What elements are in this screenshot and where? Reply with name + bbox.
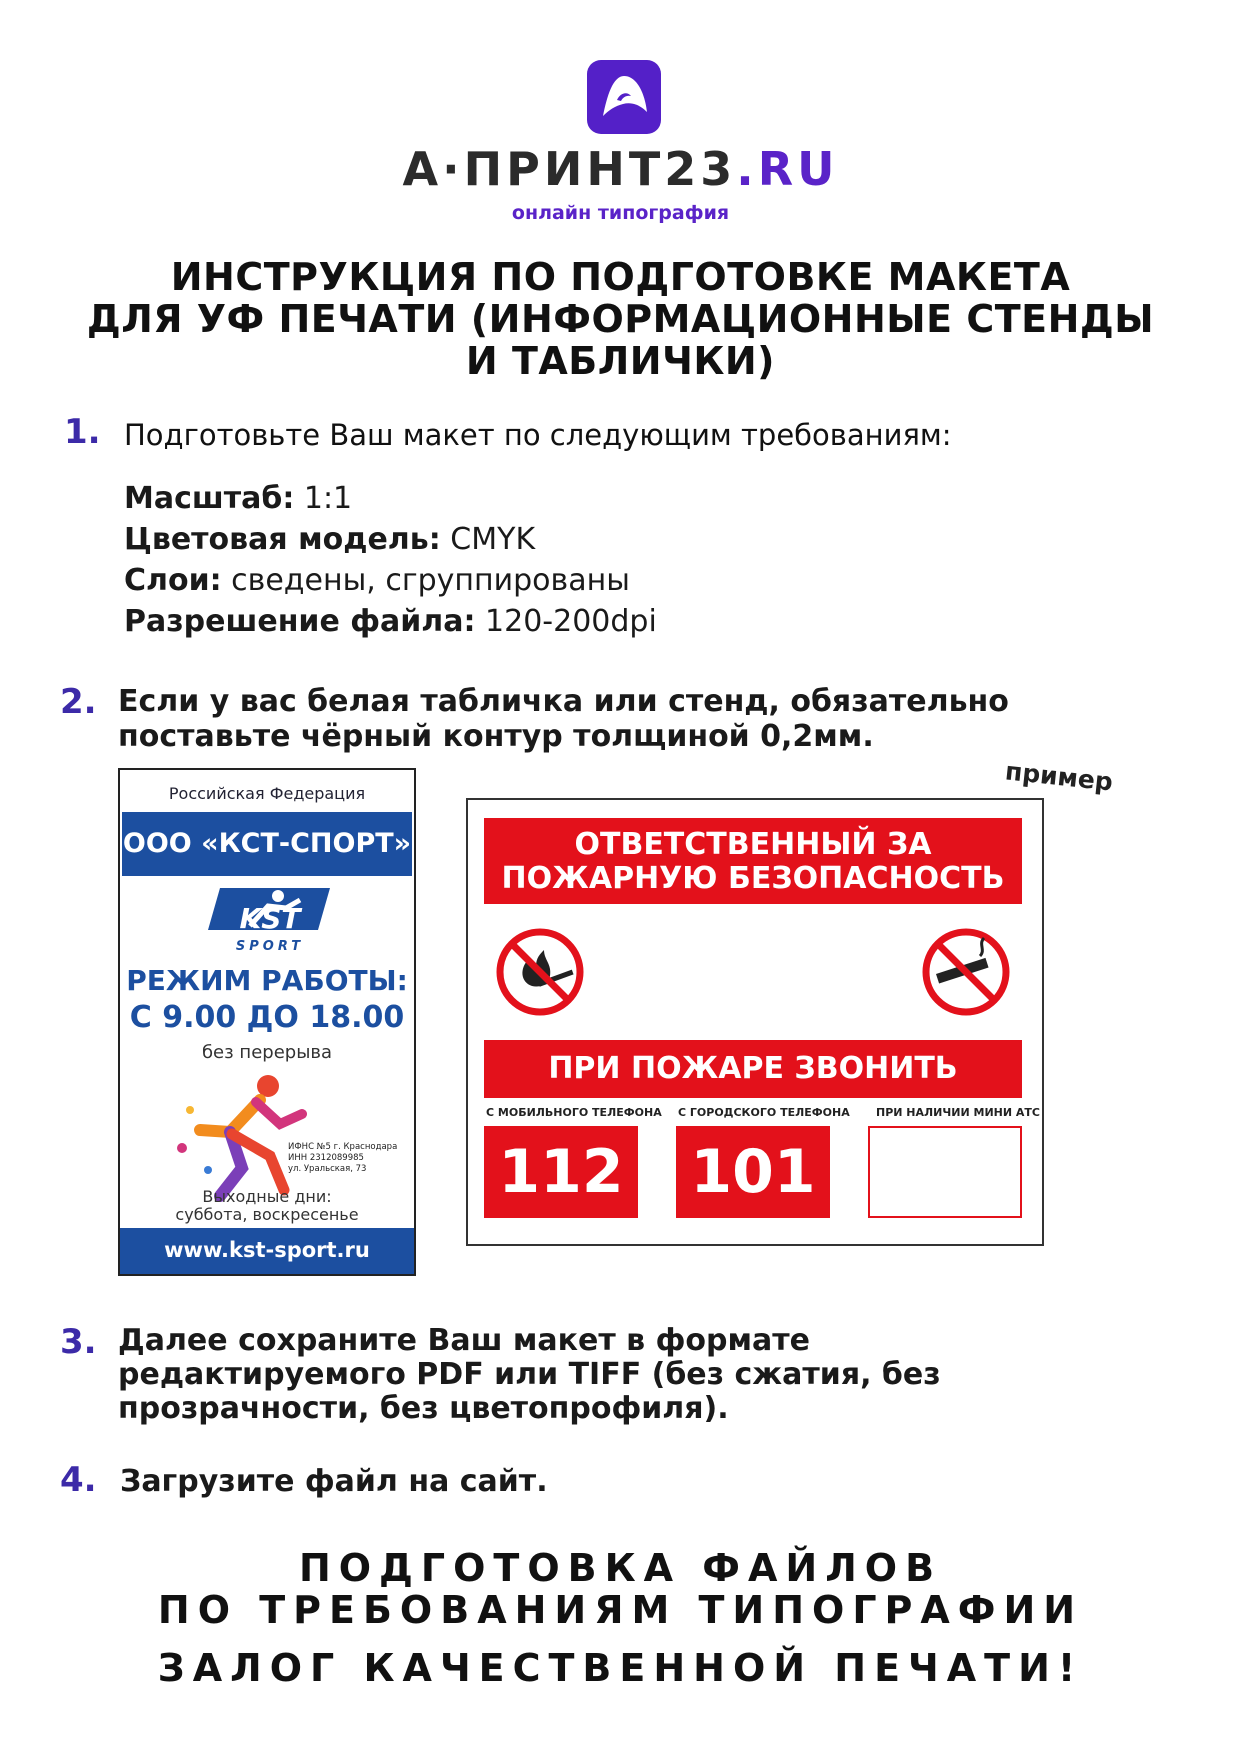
requirement-scale (124, 478, 657, 519)
requirement-color-model (124, 519, 657, 560)
example-label: пример (1003, 756, 1115, 797)
fire-responsible-band (484, 818, 1022, 904)
brand-tagline: онлайн типография (511, 202, 730, 224)
requirement-label: Цветовая модель: (124, 522, 441, 557)
caption-landline: С ГОРОДСКОГО ТЕЛЕФОНА (678, 1106, 850, 1119)
sign-hours-title: РЕЖИМ РАБОТЫ: (126, 964, 408, 997)
emergency-number-101: 101 (676, 1126, 830, 1218)
requirement-label: Слои: (124, 563, 222, 598)
fire-band-line-2: ПОЖАРНУЮ БЕЗОПАСНОСТЬ (501, 861, 1005, 896)
title-line-1: ИНСТРУКЦИЯ ПО ПОДГОТОВКЕ МАКЕТА (170, 255, 1071, 299)
sign-company-info (288, 1142, 397, 1175)
no-smoking-icon (920, 926, 1012, 1018)
requirement-label: Разрешение файла: (124, 604, 476, 639)
requirement-value: сведены, сгруппированы (221, 563, 630, 598)
sign-info-line: ИФНС №5 г. Краснодара (288, 1142, 398, 1152)
caption-mini-pbx: ПРИ НАЛИЧИИ МИНИ АТС (876, 1106, 1040, 1119)
example-sign-blue (118, 768, 416, 1276)
requirement-label: Масштаб: (124, 481, 295, 516)
caption-mobile: С МОБИЛЬНОГО ТЕЛЕФОНА (486, 1106, 662, 1119)
sign-days-off (120, 1188, 414, 1224)
brand-name (0, 142, 1241, 196)
step-2-line-1: Если у вас белая табличка или стенд, обязательно (118, 684, 1009, 719)
sign-break: без перерыва (201, 1042, 333, 1063)
sign-info-line: ул. Уральская, 73 (288, 1164, 367, 1174)
logo-glyph (587, 60, 661, 134)
step-3-text (118, 1324, 1198, 1426)
requirement-value: 1:1 (294, 481, 353, 516)
sign-country: Российская Федерация (168, 784, 366, 803)
emergency-number-112: 112 (484, 1126, 638, 1218)
sign-company-band: ООО «КСТ-СПОРТ» (122, 812, 412, 876)
step-3-line-3: прозрачности, без цветопрофиля). (118, 1391, 729, 1426)
mini-pbx-empty-box (868, 1126, 1022, 1218)
kst-sport-logo (200, 878, 340, 964)
title-line-2: ДЛЯ УФ ПЕЧАТИ (ИНФОРМАЦИОННЫЕ СТЕНДЫ (86, 297, 1155, 341)
requirement-value: 120-200dpi (475, 604, 657, 639)
fire-call-band: ПРИ ПОЖАРЕ ЗВОНИТЬ (484, 1040, 1022, 1098)
sign-days-off-value: суббота, воскресенье (175, 1205, 359, 1224)
brand-accent: .RU (736, 142, 839, 196)
step-4-number: 4. (60, 1460, 97, 1500)
requirements-list (124, 478, 657, 642)
brand-logo-icon (587, 60, 661, 134)
brand-main: А·ПРИНТ23 (402, 142, 737, 196)
step-2-text (118, 684, 1178, 754)
step-3-line-2: редактируемого PDF или TIFF (без сжатия, без (118, 1357, 941, 1392)
requirement-resolution (124, 601, 657, 642)
sign-days-off-title: Выходные дни: (202, 1187, 332, 1206)
step-2-line-2: поставьте чёрный контур толщиной 0,2мм. (118, 719, 874, 754)
sign-website: www.kst-sport.ru (120, 1228, 414, 1274)
sign-hours-value: С 9.00 ДО 18.00 (129, 1000, 405, 1035)
step-2-number: 2. (60, 682, 97, 722)
slogan-line-1: ПОДГОТОВКА ФАЙЛОВ (298, 1546, 943, 1590)
requirement-value: CMYK (440, 522, 536, 557)
step-3-number: 3. (60, 1322, 97, 1362)
kst-logo-text: KST (239, 902, 301, 935)
fire-band-line-1: ОТВЕТСТВЕННЫЙ ЗА (574, 827, 932, 862)
slogan-line-3: ЗАЛОГ КАЧЕСТВЕННОЙ ПЕЧАТИ! (157, 1646, 1084, 1690)
requirement-layers (124, 560, 657, 601)
step-1-text: Подготовьте Ваш макет по следующим требованиям: (124, 418, 952, 452)
slogan-line-2: ПО ТРЕБОВАНИЯМ ТИПОГРАФИИ (157, 1588, 1084, 1632)
sign-info-line: ИНН 2312089985 (288, 1153, 364, 1163)
page-title (20, 256, 1221, 382)
title-line-3: И ТАБЛИЧКИ) (465, 339, 776, 383)
step-1-number: 1. (64, 412, 101, 452)
step-4-text: Загрузите файл на сайт. (120, 1464, 548, 1499)
example-sign-fire-safety (466, 798, 1044, 1246)
no-open-flame-icon (494, 926, 586, 1018)
kst-logo-subtext: SPORT (235, 939, 305, 954)
step-3-line-1: Далее сохраните Ваш макет в формате (118, 1323, 810, 1358)
